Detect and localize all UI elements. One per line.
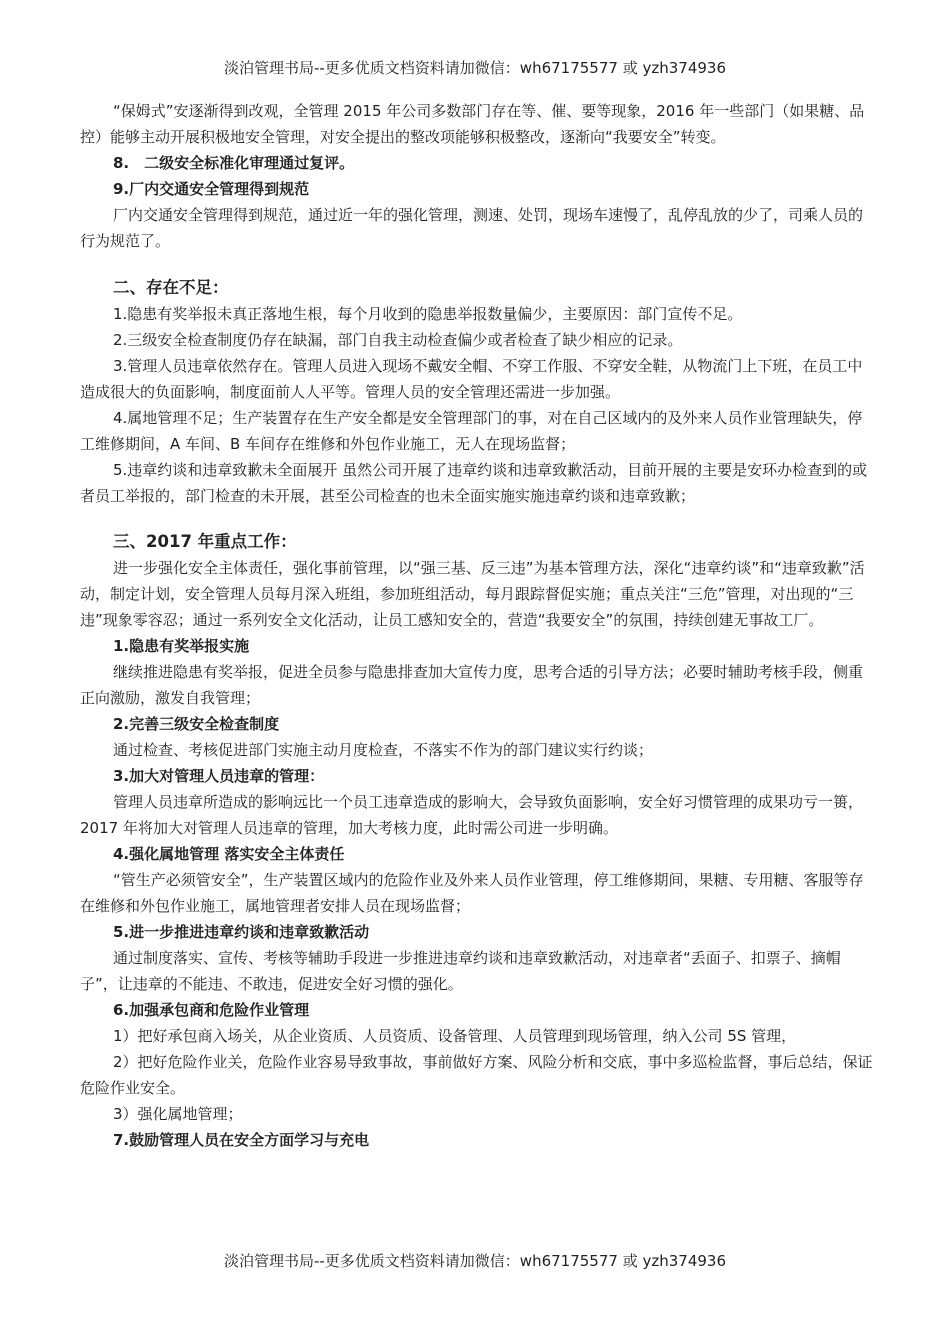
paragraph: 通过制度落实、宣传、考核等辅助手段进一步推进违章约谈和违章致歉活动，对违章者“丢面子、扣票子、摘帽子”，让违章的不能违、不敢违，促进安全好习惯的强化。 (80, 949, 841, 993)
paragraph: 继续推进隐患有奖举报，促进全员参与隐患排查加大宣传力度，思考合适的引导方法；必要时辅助考核手段，侧重正向激励，激发自我管理； (80, 663, 864, 707)
item-heading: 8. 二级安全标准化审理通过复评。 (113, 154, 355, 172)
paragraph: 1）把好承包商入场关，从企业资质、人员资质、设备管理、人员管理到现场管理，纳入公司 5S 管理， (113, 1027, 797, 1045)
page-footer: 淡泊管理书局--更多优质文档资料请加微信：wh67175577 或 yzh374936 (223, 1252, 726, 1270)
paragraph: 3.管理人员违章依然存在。管理人员进入现场不戴安全帽、不穿工作服、不穿安全鞋，从物流门上下班，在员工中造成很大的负面影响，制度面前人人平等。管理人员的安全管理还需进一步加强。 (80, 357, 863, 401)
paragraph: 3）强化属地管理； (113, 1105, 243, 1123)
paragraph: 2.三级安全检查制度仍存在缺漏，部门自我主动检查偏少或者检查了缺少相应的记录。 (113, 331, 683, 349)
item-heading: 7.鼓励管理人员在安全方面学习与充电 (113, 1131, 370, 1149)
item-heading: 5.进一步推进违章约谈和违章致歉活动 (113, 923, 370, 941)
paragraph: 管理人员违章所造成的影响远比一个员工违章造成的影响大，会导致负面影响，安全好习惯管理的成果功亏一篑，2017 年将加大对管理人员违章的管理，加大考核力度，此时需公司进一步明确。 (80, 793, 864, 837)
paragraph: 2）把好危险作业关，危险作业容易导致事故，事前做好方案、风险分析和交底，事中多巡检监督，事后总结，保证危险作业安全。 (80, 1053, 873, 1097)
item-heading: 6.加强承包商和危险作业管理 (113, 1001, 310, 1019)
paragraph: 1.隐患有奖举报未真正落地生根，每个月收到的隐患举报数量偏少，主要原因：部门宣传不足。 (113, 305, 743, 323)
section-heading-2017-priorities: 三、2017 年重点工作： (113, 532, 297, 551)
paragraph: “保姆式”安逐渐得到改观，全管理 2015 年公司多数部门存在等、催、要等现象，2016 年一些部门（如果糖、品控）能够主动开展积极地安全管理，对安全提出的整改项能够积极整改，逐渐向“我要安全”转变。 (80, 102, 865, 146)
item-heading: 4.强化属地管理 落实安全主体责任 (113, 845, 345, 863)
page-header: 淡泊管理书局--更多优质文档资料请加微信：wh67175577 或 yzh374936 (223, 59, 726, 77)
section-heading-shortcomings: 二、存在不足： (113, 278, 229, 297)
item-heading: 3.加大对管理人员违章的管理： (113, 767, 325, 785)
item-heading: 2.完善三级安全检查制度 (113, 715, 280, 733)
paragraph: 厂内交通安全管理得到规范，通过近一年的强化管理，测速、处罚，现场车速慢了，乱停乱放的少了，司乘人员的行为规范了。 (80, 206, 864, 250)
document-body (80, 98, 875, 1153)
paragraph: 5.违章约谈和违章致歉未全面展开 虽然公司开展了违章约谈和违章致歉活动，目前开展的主要是安环办检查到的或者员工举报的，部门检查的未开展，甚至公司检查的也未全面实施实施违章约谈和违章致歉； (80, 461, 868, 505)
paragraph: “管生产必须管安全”，生产装置区域内的危险作业及外来人员作业管理，停工维修期间，果糖、专用糖、客服等存在维修和外包作业施工，属地管理者安排人员在现场监督； (80, 871, 864, 915)
paragraph: 通过检查、考核促进部门实施主动月度检查，不落实不作为的部门建议实行约谈； (113, 741, 654, 759)
item-heading: 1.隐患有奖举报实施 (113, 637, 250, 655)
paragraph: 进一步强化安全主体责任，强化事前管理，以“强三基、反三违”为基本管理方法，深化“违章约谈”和“违章致歉”活动，制定计划，安全管理人员每月深入班组，参加班组活动，每月跟踪督促实施；重点关注“三危”管理，对出现的“三违”现象零容忍；通过一系列安全文化活动，让员工感知安全的，营造“我要安全”的氛围，持续创建无事故工厂。 (80, 559, 865, 629)
paragraph: 4.属地管理不足；生产装置存在生产安全都是安全管理部门的事，对在自己区域内的及外来人员作业管理缺失，停工维修期间，A 车间、B 车间存在维修和外包作业施工，无人在现场监督； (80, 409, 863, 453)
item-heading: 9.厂内交通安全管理得到规范 (113, 180, 310, 198)
